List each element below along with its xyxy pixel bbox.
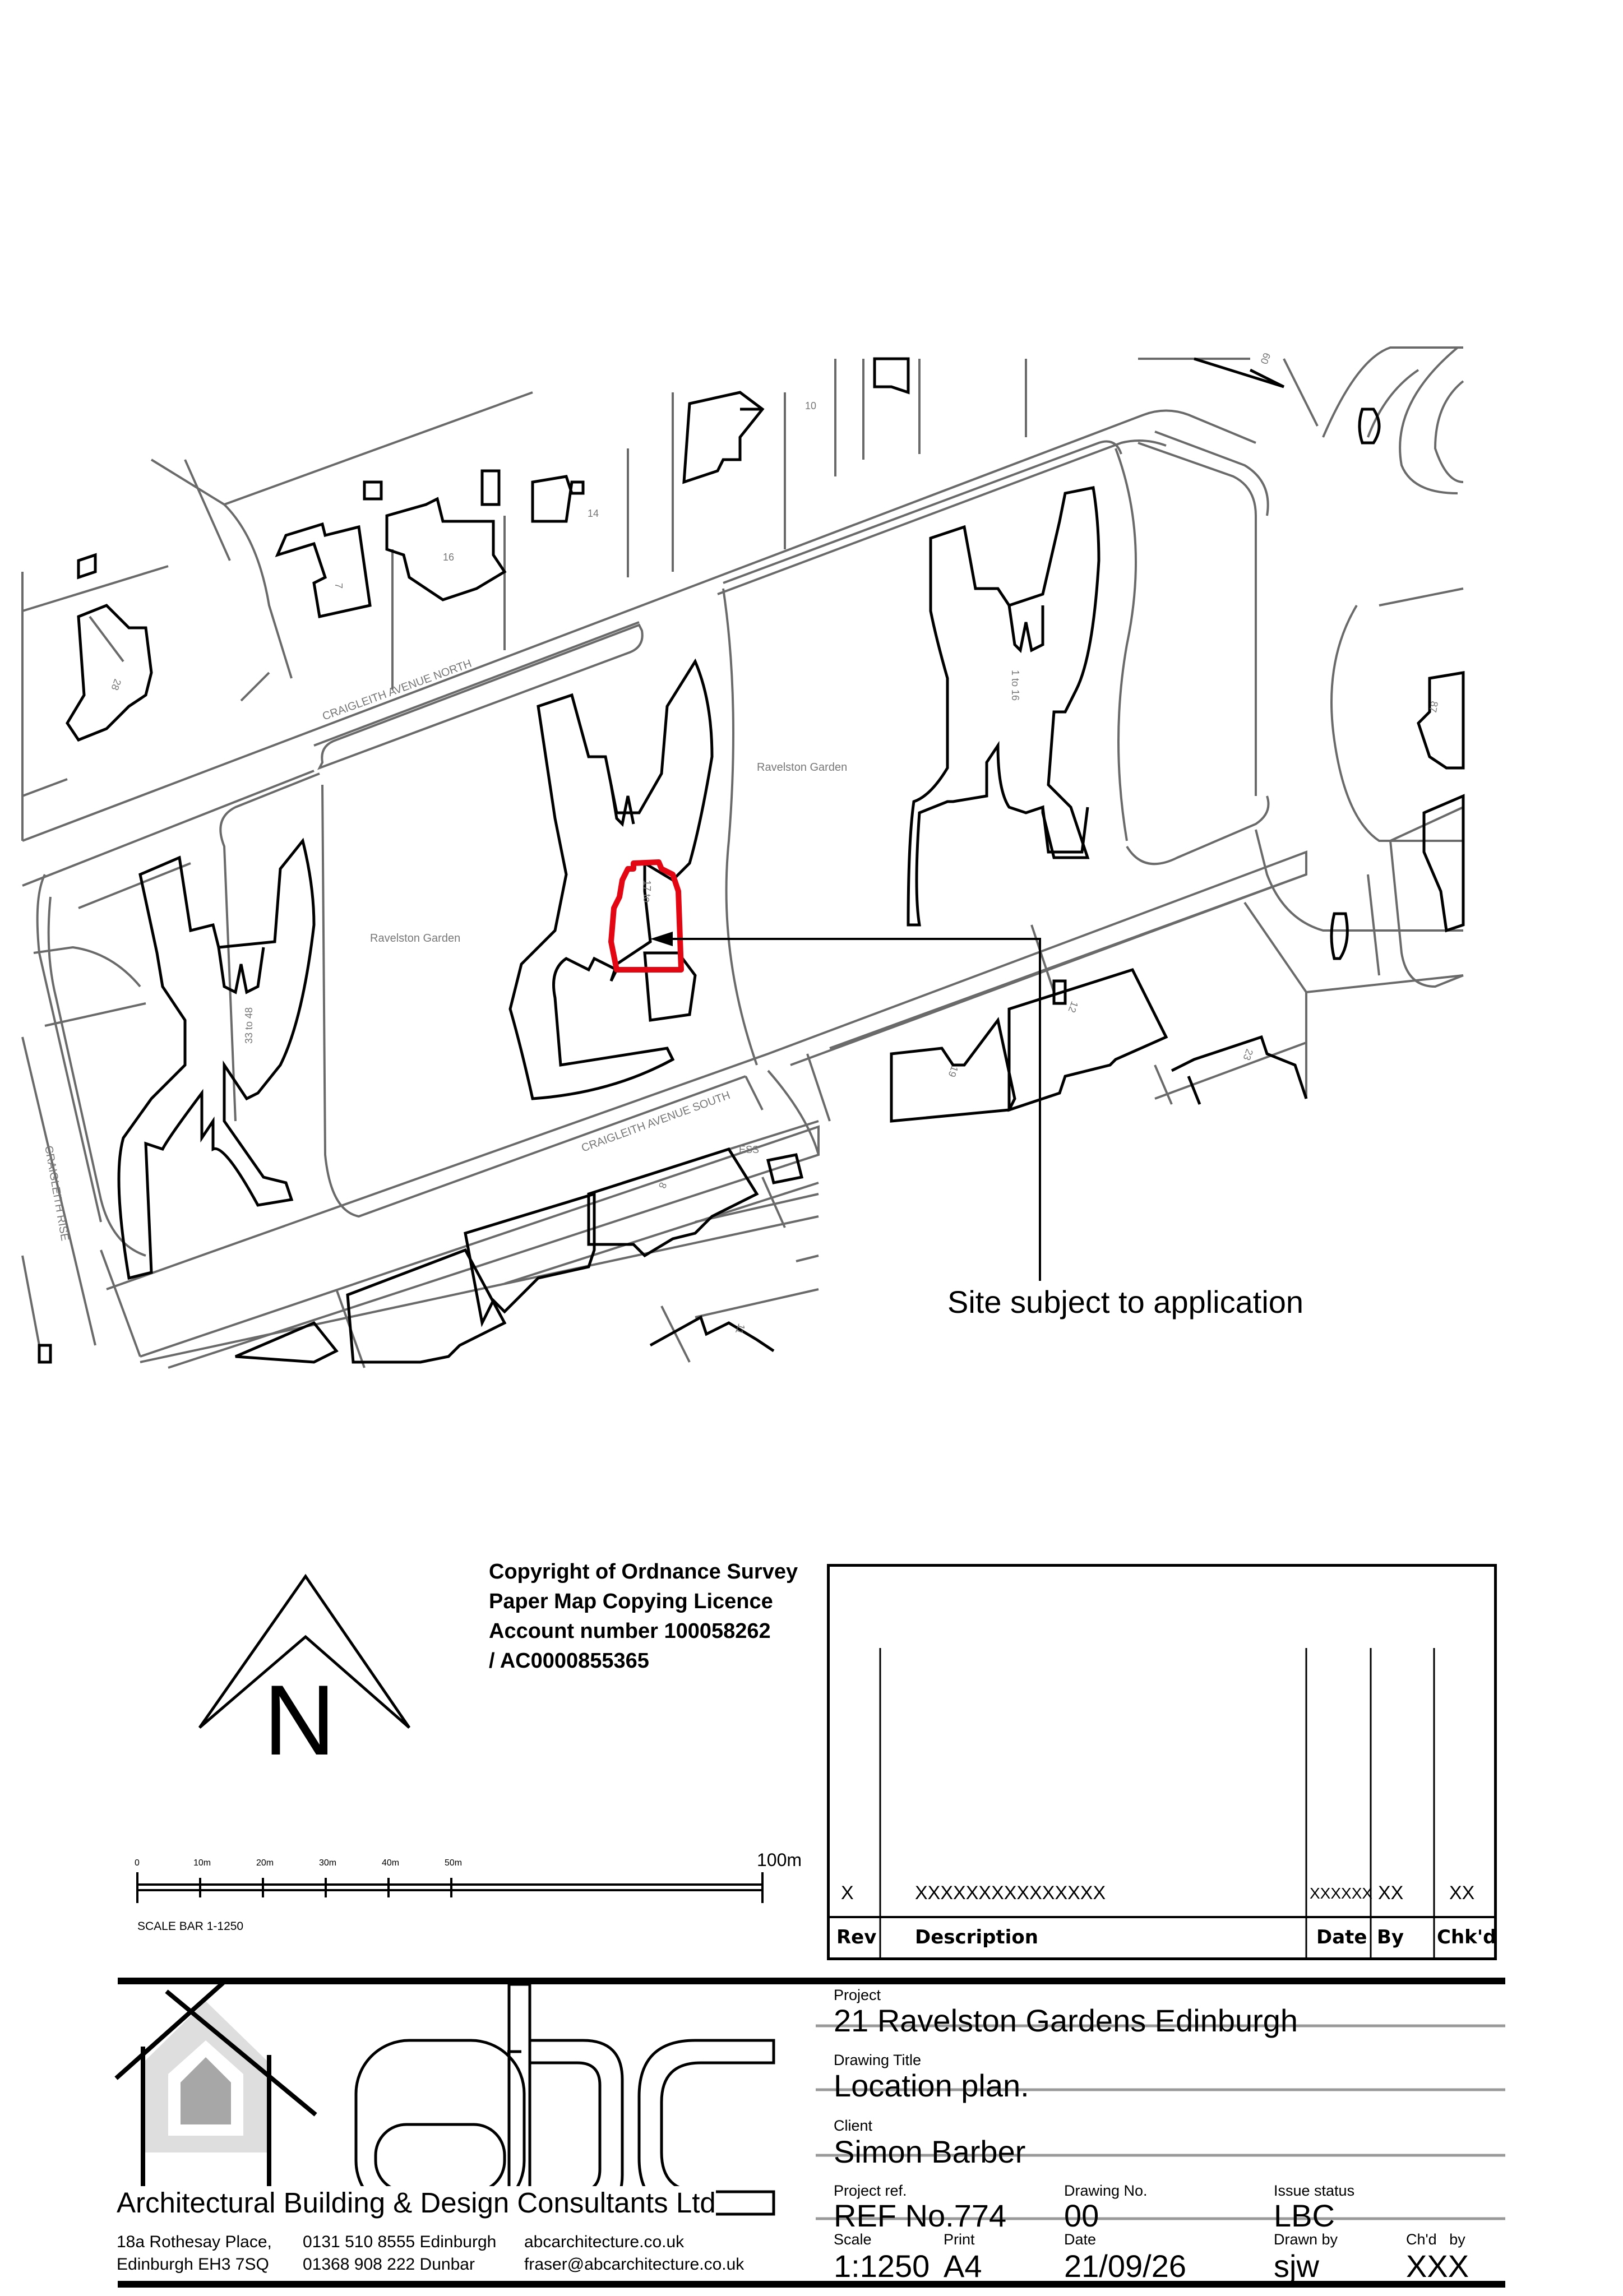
- project-ref-label: Project ref.: [834, 2182, 907, 2199]
- company-address: [117, 2231, 272, 2276]
- chkd-header: Chk'd: [1437, 1926, 1497, 1948]
- phone-line: 01368 908 222 Dunbar: [303, 2255, 475, 2274]
- house-number: 33 to 48: [243, 1007, 255, 1044]
- revision-by: XX: [1378, 1882, 1404, 1904]
- scale-tick-label: 30m: [319, 1858, 337, 1868]
- scale-label: Scale: [834, 2231, 872, 2248]
- website-link[interactable]: abcarchitecture.co.uk: [524, 2233, 685, 2251]
- phone-line: 0131 510 8555 Edinburgh: [303, 2233, 497, 2251]
- by-header: By: [1377, 1926, 1404, 1948]
- scale-tick-label: 20m: [256, 1858, 274, 1868]
- house-number: 11: [733, 1322, 748, 1336]
- street-label-north: CRAIGLEITH AVENUE NORTH: [321, 657, 474, 723]
- scale-end-label: 100m: [757, 1850, 802, 1870]
- house-number: 16: [443, 552, 455, 563]
- house-number: 17 to: [641, 880, 653, 903]
- address-line: 18a Rothesay Place,: [117, 2233, 272, 2251]
- house-number: 60: [1258, 351, 1273, 366]
- date-header: Date: [1316, 1926, 1367, 1948]
- site-annotation: Site subject to application: [947, 1284, 1304, 1320]
- revision-date: XXXXXX: [1310, 1885, 1373, 1902]
- house-number: 12: [1066, 999, 1081, 1015]
- house-number: 14: [588, 508, 599, 519]
- street-label-south: CRAIGLEITH AVENUE SOUTH: [580, 1089, 732, 1155]
- print-label: Print: [944, 2231, 975, 2248]
- client-name: Simon Barber: [834, 2134, 1026, 2169]
- rev-header: Rev: [836, 1926, 877, 1948]
- date-value: 21/09/26: [1064, 2248, 1186, 2284]
- issue-status: LBC: [1274, 2198, 1335, 2233]
- house-number: 7: [333, 583, 344, 589]
- drawing-title: Location plan.: [834, 2068, 1029, 2103]
- north-letter: N: [263, 1664, 336, 1776]
- project-name: 21 Ravelston Gardens Edinburgh: [834, 2003, 1298, 2038]
- project-label: Project: [834, 1987, 881, 2003]
- garden-label-1: Ravelston Garden: [370, 932, 461, 945]
- address-line: Edinburgh EH3 7SQ: [117, 2255, 269, 2274]
- client-label: Client: [834, 2117, 873, 2134]
- street-label-rise: CRAIGLEITH RISE: [42, 1145, 71, 1242]
- description-header: Description: [915, 1926, 1038, 1948]
- copyright-line: / AC0000855365: [489, 1649, 649, 1673]
- date-label: Date: [1064, 2231, 1097, 2248]
- house-number: 28: [109, 677, 124, 692]
- drawing-title-label: Drawing Title: [834, 2052, 922, 2068]
- email-link[interactable]: fraser@abcarchitecture.co.uk: [524, 2255, 745, 2274]
- print-value: A4: [944, 2248, 982, 2284]
- scale-tick-label: 10m: [193, 1858, 211, 1868]
- house-number: 10: [805, 400, 817, 411]
- house-number: 23: [1241, 1047, 1256, 1062]
- copyright-line: Paper Map Copying Licence: [489, 1590, 773, 1613]
- drawing-no: 00: [1064, 2198, 1099, 2233]
- house-number: 8: [656, 1181, 669, 1190]
- scale-caption: SCALE BAR 1-1250: [137, 1920, 244, 1933]
- scale-tick-label: 40m: [382, 1858, 400, 1868]
- drawn-by-label: Drawn by: [1274, 2231, 1338, 2248]
- company-name: Architectural Building & Design Consultants Ltd: [117, 2187, 716, 2219]
- ess-label: ESS: [739, 1144, 760, 1155]
- scale-tick-label: 50m: [445, 1858, 463, 1868]
- copyright-line: Copyright of Ordnance Survey: [489, 1560, 798, 1584]
- scale-tick-label: 0: [135, 1858, 140, 1868]
- drawing-no-label: Drawing No.: [1064, 2182, 1148, 2199]
- house-number: 87: [1427, 700, 1440, 714]
- revision-chkd: XX: [1449, 1882, 1475, 1904]
- garden-label-2: Ravelston Garden: [757, 761, 848, 774]
- copyright-notice: [489, 1557, 798, 1676]
- drawn-by-value: sjw: [1274, 2248, 1319, 2284]
- company-phones: [303, 2231, 496, 2276]
- chd-by-value: XXX: [1406, 2248, 1469, 2284]
- revision-rev: X: [841, 1882, 854, 1904]
- house-number: 19: [946, 1064, 961, 1079]
- house-number: 1 to 16: [1010, 670, 1021, 701]
- company-web: [524, 2231, 744, 2276]
- scale-value: 1:1250: [834, 2248, 930, 2284]
- copyright-line: Account number 100058262: [489, 1619, 771, 1643]
- revision-description: XXXXXXXXXXXXXXX: [915, 1882, 1106, 1904]
- chd-by-label: Ch'd by: [1406, 2231, 1465, 2248]
- project-ref: REF No.774: [834, 2198, 1007, 2233]
- issue-status-label: Issue status: [1274, 2182, 1355, 2199]
